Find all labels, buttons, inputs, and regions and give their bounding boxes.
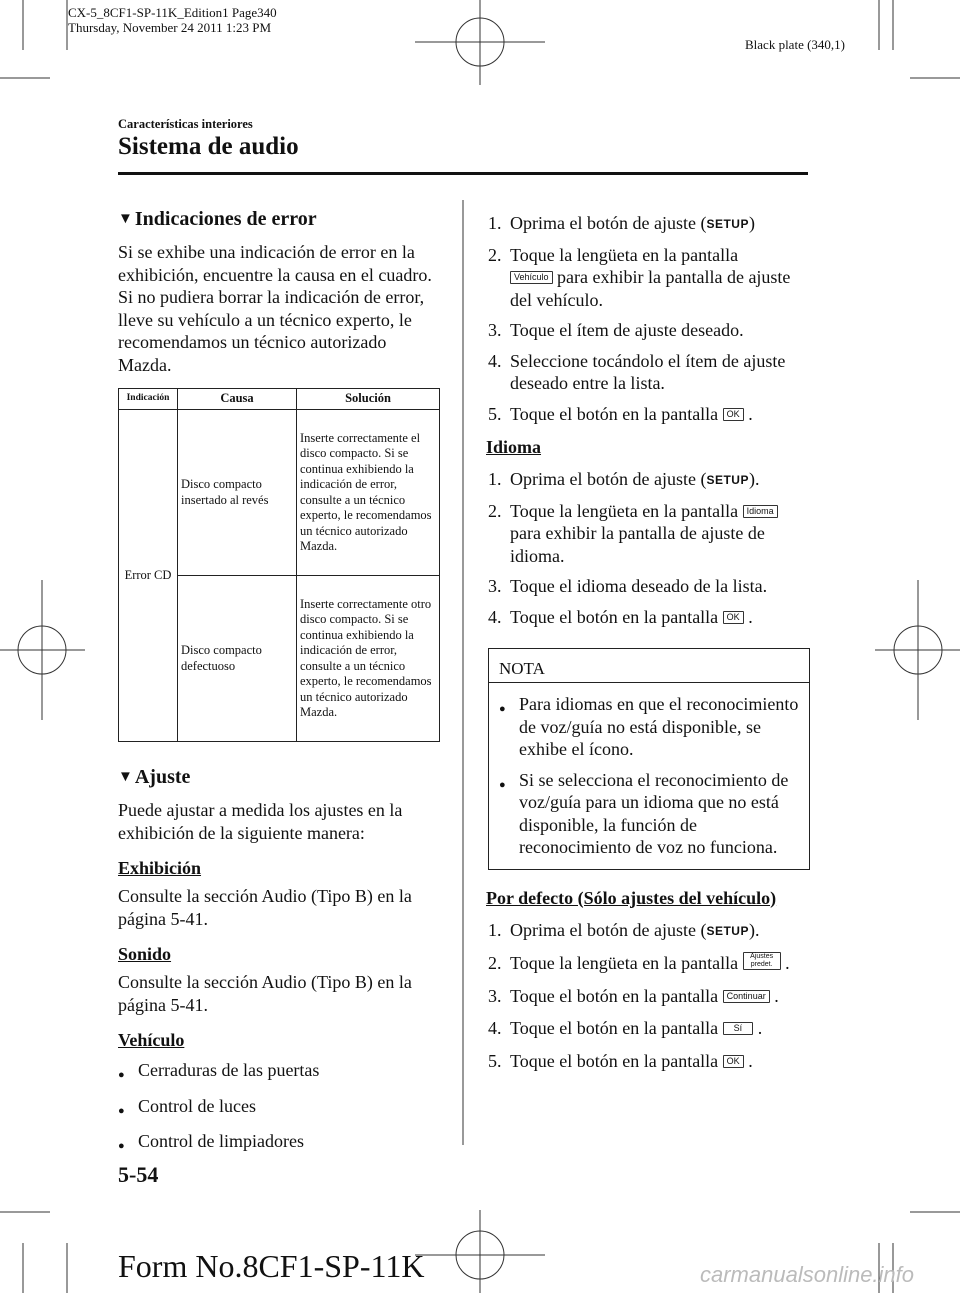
list-item: ● Control de luces bbox=[118, 1095, 440, 1123]
vehiculo-tab-icon: Vehículo bbox=[510, 271, 553, 284]
list-item: ● Cerraduras de las puertas bbox=[118, 1059, 440, 1087]
ajustes-predet-tab-icon: Ajustes predet. bbox=[743, 952, 781, 970]
setup-button-icon: SETUP bbox=[706, 473, 749, 487]
errors-heading: ▼ Indicaciones de error bbox=[118, 208, 317, 230]
file-info bbox=[68, 5, 277, 35]
vehiculo-step-3: 3. Toque el ítem de ajuste deseado. bbox=[488, 320, 744, 340]
defecto-step-1: 1. Oprima el botón de ajuste (SETUP). bbox=[488, 919, 808, 943]
right-column bbox=[488, 212, 808, 1072]
idioma-step-2: 2. Toque la lengüeta en la pantalla Idioma para exhibir la pantalla de ajuste de idioma. bbox=[488, 500, 808, 568]
chapter-title: Sistema de audio bbox=[118, 133, 299, 160]
solution-cell: Inserte correctamente otro disco compacto. Si se continua exhibiendo la indicación de error, consulte a un técnico experto, le recomendamos un técnico autorizado Mazda. bbox=[297, 576, 440, 742]
triangle-icon: ▼ bbox=[118, 769, 133, 785]
header-rule bbox=[118, 172, 808, 175]
sonido-text: Consulte la sección Audio (Tipo B) en la página 5-41. bbox=[118, 972, 412, 1015]
triangle-icon: ▼ bbox=[118, 211, 133, 227]
plate-label: Black plate (340,1) bbox=[745, 37, 845, 52]
ajuste-heading: ▼ Ajuste bbox=[118, 766, 191, 788]
defecto-title: Por defecto (Sólo ajustes del vehículo) bbox=[486, 887, 777, 908]
bullet-icon: ● bbox=[118, 1069, 125, 1081]
vehiculo-step-4: 4. Seleccione tocándolo el ítem de ajuste deseado entre la lista. bbox=[488, 350, 786, 393]
list-item: ● Si se selecciona el reconocimiento de voz/guía para un idioma que no está disponible, la función de reconocimiento de voz no funciona. bbox=[499, 769, 789, 857]
watermark: carmanualsonline.info bbox=[700, 1262, 915, 1287]
setup-button-icon: SETUP bbox=[706, 217, 749, 231]
si-button-icon: Sí bbox=[723, 1022, 754, 1035]
left-column bbox=[118, 208, 440, 1158]
nota-box bbox=[488, 648, 810, 870]
ok-button-icon: OK bbox=[723, 1055, 744, 1068]
idioma-step-1: 1. Oprima el botón de ajuste (SETUP). bbox=[488, 468, 808, 492]
solution-cell: Inserte correctamente el disco compacto. Si se continua exhibiendo la indicación de error, consulte a un técnico experto, le recomendamos un técnico autorizado Mazda. bbox=[297, 410, 440, 576]
bullet-icon: ● bbox=[118, 1140, 125, 1152]
continuar-button-icon: Continuar bbox=[723, 990, 770, 1003]
table-header-causa: Causa bbox=[178, 389, 297, 410]
error-table bbox=[118, 388, 440, 742]
idioma-step-4: 4. Toque el botón en la pantalla OK . bbox=[488, 606, 753, 627]
date-line: Thursday, November 24 2011 1:23 PM bbox=[68, 20, 272, 35]
nota-title: NOTA bbox=[489, 649, 809, 683]
bullet-icon: ● bbox=[499, 778, 506, 791]
section-label: Características interiores bbox=[118, 117, 253, 131]
defecto-step-2: 2. Toque la lengüeta en la pantalla Ajustes predet. . bbox=[488, 953, 790, 973]
cause-cell: Disco compacto insertado al revés bbox=[178, 410, 297, 576]
form-number: Form No.8CF1-SP-11K bbox=[118, 1248, 425, 1284]
vehiculo-step-5: 5. Toque el botón en la pantalla OK . bbox=[488, 403, 753, 424]
bullet-icon: ● bbox=[118, 1104, 125, 1117]
ajuste-intro: Puede ajustar a medida los ajustes en la exhibición de la siguiente manera: bbox=[118, 800, 403, 843]
idioma-step-3: 3. Toque el idioma deseado de la lista. bbox=[488, 576, 768, 596]
defecto-step-4: 4. Toque el botón en la pantalla Sí . bbox=[488, 1018, 763, 1038]
vehiculo-title: Vehículo bbox=[118, 1030, 185, 1050]
indication-cell: Error CD bbox=[119, 410, 178, 742]
errors-intro: Si se exhibe una indicación de error en la exhibición, encuentre la causa en el cuadro. Si no pudiera borrar la indicación de error, lleve su vehículo a un técnico experto, le recomendamos un técnico autorizado Mazda. bbox=[118, 242, 432, 375]
table-row bbox=[119, 410, 440, 576]
vehiculo-step-1: 1. Oprima el botón de ajuste (SETUP) bbox=[488, 212, 808, 236]
ok-button-icon: OK bbox=[723, 408, 744, 421]
defecto-step-5: 5. Toque el botón en la pantalla OK . bbox=[488, 1050, 753, 1071]
list-item: ● Para idiomas en que el reconocimiento de voz/guía no está disponible, se exhibe el ícono. bbox=[499, 694, 799, 759]
setup-button-icon: SETUP bbox=[706, 923, 749, 938]
defecto-step-3: 3. Toque el botón en la pantalla Continuar . bbox=[488, 985, 779, 1006]
idioma-title: Idioma bbox=[486, 437, 542, 457]
exhibicion-title: Exhibición bbox=[118, 858, 202, 878]
bullet-icon: ● bbox=[499, 703, 506, 715]
list-item: ● Control de limpiadores bbox=[118, 1130, 440, 1158]
ok-button-icon: OK bbox=[723, 611, 744, 624]
page-number: 5-54 bbox=[118, 1162, 159, 1187]
exhibicion-text: Consulte la sección Audio (Tipo B) en la página 5-41. bbox=[118, 886, 412, 929]
vehiculo-step-2: 2. Toque la lengüeta en la pantalla Vehículo para exhibir la pantalla de ajuste del vehículo. bbox=[488, 244, 791, 310]
cause-cell: Disco compacto defectuoso bbox=[178, 576, 297, 742]
sonido-title: Sonido bbox=[118, 944, 172, 964]
file-line: CX-5_8CF1-SP-11K_Edition1 Page340 bbox=[68, 5, 277, 20]
table-header-solucion: Solución bbox=[297, 389, 440, 410]
idioma-tab-icon: Idioma bbox=[743, 505, 778, 518]
table-header-indicacion: Indicación bbox=[119, 389, 178, 410]
